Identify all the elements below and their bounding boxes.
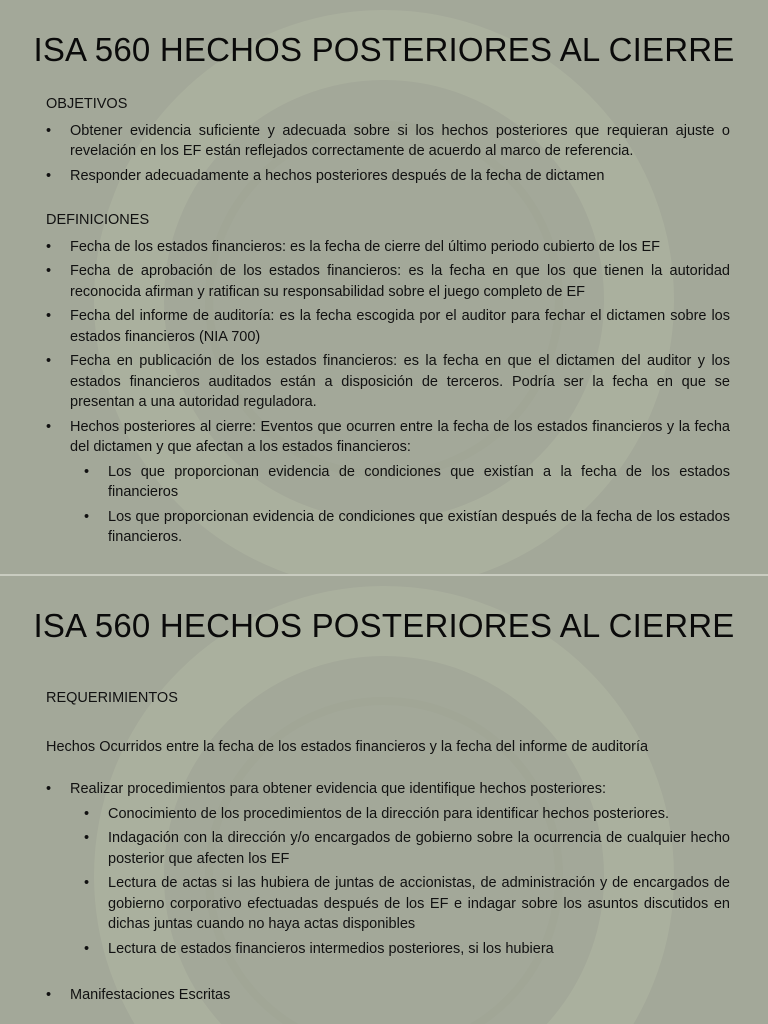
objetivos-list	[46, 121, 730, 187]
sub-list-item: • Lectura de actas si las hubiera de juntas de accionistas, de administración y de encargados de gobierno corporativo efectuadas después de los EF e indagar sobre los asuntos discutidos en dichas juntas cuando no haya actas disponibles	[46, 873, 730, 935]
slide-2	[0, 576, 768, 1024]
list-item: • Realizar procedimientos para obtener evidencia que identifique hechos posteriores:	[46, 779, 730, 800]
slide-2-content	[46, 688, 730, 1010]
slide-1-content	[46, 94, 730, 552]
list-item: • Fecha en publicación de los estados financieros: es la fecha en que el dictamen del auditor y los estados financieros auditados están a disposición de terceros. Podría ser la fecha en que se presentan a una autoridad reguladora.	[46, 351, 730, 413]
sub-list-item: • Los que proporcionan evidencia de condiciones que existían a la fecha de los estados financieros	[46, 462, 730, 503]
list-item: • Fecha de los estados financieros: es la fecha de cierre del último periodo cubierto de los EF	[46, 237, 730, 258]
sub-list-item: • Lectura de estados financieros intermedios posteriores, si los hubiera	[46, 939, 730, 960]
list-item: • Manifestaciones Escritas	[46, 985, 730, 1006]
slide-title: ISA 560 HECHOS POSTERIORES AL CIERRE	[33, 31, 735, 68]
list-item: • Fecha del informe de auditoría: es la fecha escogida por el auditor para fechar el dictamen sobre los estados financieros (NIA 700)	[46, 306, 730, 347]
requerimientos-heading: REQUERIMIENTOS	[46, 690, 178, 706]
sub-list-item: • Los que proporcionan evidencia de condiciones que existían después de la fecha de los estados financieros.	[46, 507, 730, 548]
list-item: • Responder adecuadamente a hechos posteriores después de la fecha de dictamen	[46, 166, 730, 187]
requerimientos-list	[46, 779, 730, 959]
list-item: • Obtener evidencia suficiente y adecuada sobre si los hechos posteriores que requieran ajuste o revelación en los EF están reflejados correctamente de acuerdo al marco de referencia.	[46, 121, 730, 162]
objetivos-heading: OBJETIVOS	[46, 96, 128, 112]
list-item: • Hechos posteriores al cierre: Eventos que ocurren entre la fecha de los estados financieros y la fecha del dictamen y que afectan a los estados financieros:	[46, 417, 730, 458]
sub-list-item: • Indagación con la dirección y/o encargados de gobierno sobre la ocurrencia de cualquier hecho posterior que afecten los EF	[46, 828, 730, 869]
hechos-line: Hechos Ocurridos entre la fecha de los estados financieros y la fecha del informe de auditoría	[46, 738, 649, 755]
manifestaciones-list	[46, 985, 730, 1006]
sub-list-item: • Conocimiento de los procedimientos de la dirección para identificar hechos posteriores.	[46, 804, 730, 825]
definiciones-list	[46, 237, 730, 548]
slide-title: ISA 560 HECHOS POSTERIORES AL CIERRE	[33, 607, 735, 644]
list-item: • Fecha de aprobación de los estados financieros: es la fecha en que los que tienen la autoridad reconocida afirman y ratifican su responsabilidad sobre el juego completo de EF	[46, 261, 730, 302]
definiciones-heading: DEFINICIONES	[46, 212, 150, 228]
